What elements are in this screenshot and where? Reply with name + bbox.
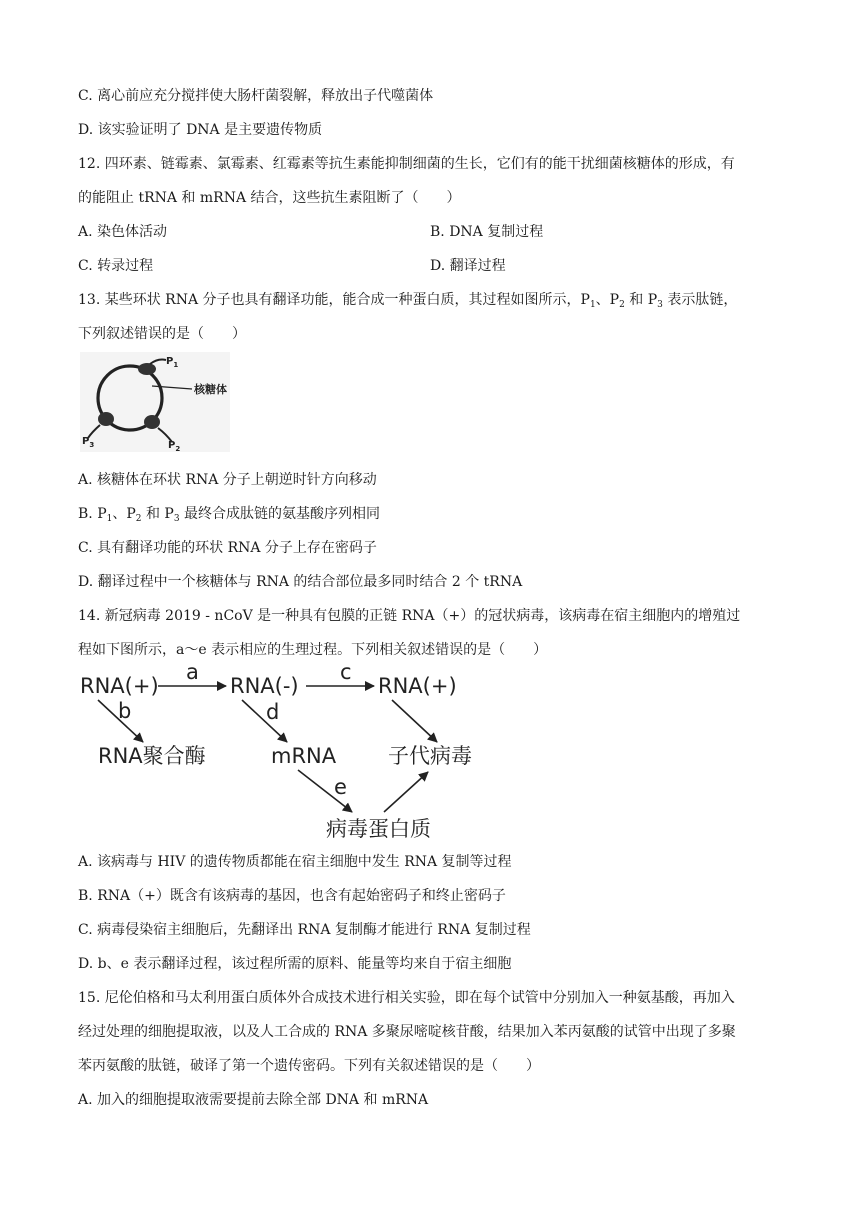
ribosome-p1 (138, 363, 156, 375)
q14-option-c: C. 病毒侵染宿主细胞后，先翻译出 RNA 复制酶才能进行 RNA 复制过程 (78, 922, 531, 938)
process-a-label: a (186, 664, 199, 684)
process-c-label: c (340, 664, 352, 684)
q13-option-a: A. 核糖体在环状 RNA 分子上朝逆时针方向移动 (78, 472, 377, 488)
rna-minus-node: RNA(-) (230, 674, 299, 698)
process-d-label: d (266, 700, 280, 724)
arrow-rna-to-progeny (392, 700, 437, 742)
rna-plus-node-2: RNA(+) (378, 674, 457, 698)
circular-rna-figure (80, 352, 230, 452)
ribosome-label: 核糖体 (194, 383, 227, 396)
process-e-label: e (334, 775, 347, 799)
ribosome-p3 (98, 412, 114, 426)
q15-stem-line2: 经过处理的细胞提取液，以及人工合成的 RNA 多聚尿嘧啶核苷酸，结果加入苯丙氨酸的试管中出现了多聚 (78, 1024, 736, 1040)
p2-label: $P_2$ (168, 440, 181, 452)
q12-option-b: B. DNA 复制过程 (430, 224, 544, 240)
q15-stem-line1: 15. 尼伦伯格和马太利用蛋白质体外合成技术进行相关实验，即在每个试管中分别加入一种氨基酸，再加入 (78, 990, 735, 1006)
q13-stem-line1: 13. 某些环状 RNA 分子也具有翻译功能，能合成一种蛋白质，其过程如图所示，$P_1$、$P_2$ 和 $P_3$ 表示肽链， (78, 292, 738, 310)
progeny-virus-node: 子代病毒 (388, 744, 472, 768)
q12-stem-line2: 的能阻止 tRNA 和 mRNA 结合，这些抗生素阻断了（ ） (78, 190, 461, 206)
q14-stem-line2: 程如下图所示，a～e 表示相应的生理过程。下列相关叙述错误的是（ ） (78, 642, 548, 658)
ribosome-pointer (152, 386, 192, 389)
peptide-p1 (150, 360, 166, 365)
q12-option-c: C. 转录过程 (78, 258, 154, 274)
q13-option-c: C. 具有翻译功能的环状 RNA 分子上存在密码子 (78, 540, 377, 556)
q14-option-a: A. 该病毒与 HIV 的遗传物质都能在宿主细胞中发生 RNA 复制等过程 (78, 854, 512, 870)
rna-plus-node-1: RNA(+) (80, 674, 159, 698)
p3-label: $P_3$ (82, 436, 95, 449)
mrna-node: mRNA (271, 744, 337, 768)
virus-replication-diagram (78, 664, 498, 846)
q14-option-b: B. RNA（+）既含有该病毒的基因，也含有起始密码子和终止密码子 (78, 888, 506, 904)
q13-option-b: B. $P_1$、$P_2$ 和 $P_3$ 最终合成肽链的氨基酸序列相同 (78, 506, 381, 524)
q12-option-d: D. 翻译过程 (430, 258, 506, 274)
q12-stem-line1: 12. 四环素、链霉素、氯霉素、红霉素等抗生素能抑制细菌的生长，它们有的能干扰细菌核糖体的形成，有 (78, 156, 735, 172)
q14-option-d: D. b、e 表示翻译过程，该过程所需的原料、能量等均来自于宿主细胞 (78, 956, 512, 972)
q15-option-a: A. 加入的细胞提取液需要提前去除全部 DNA 和 mRNA (78, 1092, 429, 1108)
viral-protein-node: 病毒蛋白质 (326, 817, 431, 841)
rna-polymerase-node: RNA聚合酶 (98, 744, 206, 768)
q11-option-d: D. 该实验证明了 DNA 是主要遗传物质 (78, 122, 323, 138)
p1-label: $P_1$ (166, 356, 179, 369)
process-b-label: b (118, 699, 132, 723)
ribosome-p2 (144, 415, 160, 429)
peptide-p3 (88, 425, 100, 438)
q11-option-c: C. 离心前应充分搅拌使大肠杆菌裂解，释放出子代噬菌体 (78, 88, 434, 104)
q13-option-d: D. 翻译过程中一个核糖体与 RNA 的结合部位最多同时结合 2 个 tRNA (78, 574, 523, 590)
arrow-protein-to-progeny (384, 772, 428, 812)
q12-option-a: A. 染色体活动 (78, 224, 168, 240)
arrow-d (242, 700, 287, 742)
q13-stem-line2: 下列叙述错误的是（ ） (78, 326, 246, 342)
q15-stem-line3: 苯丙氨酸的肽链，破译了第一个遗传密码。下列有关叙述错误的是（ ） (78, 1058, 540, 1074)
q14-stem-line1: 14. 新冠病毒 2019 - nCoV 是一种具有包膜的正链 RNA（+）的冠状病毒，该病毒在宿主细胞内的增殖过 (78, 608, 741, 624)
